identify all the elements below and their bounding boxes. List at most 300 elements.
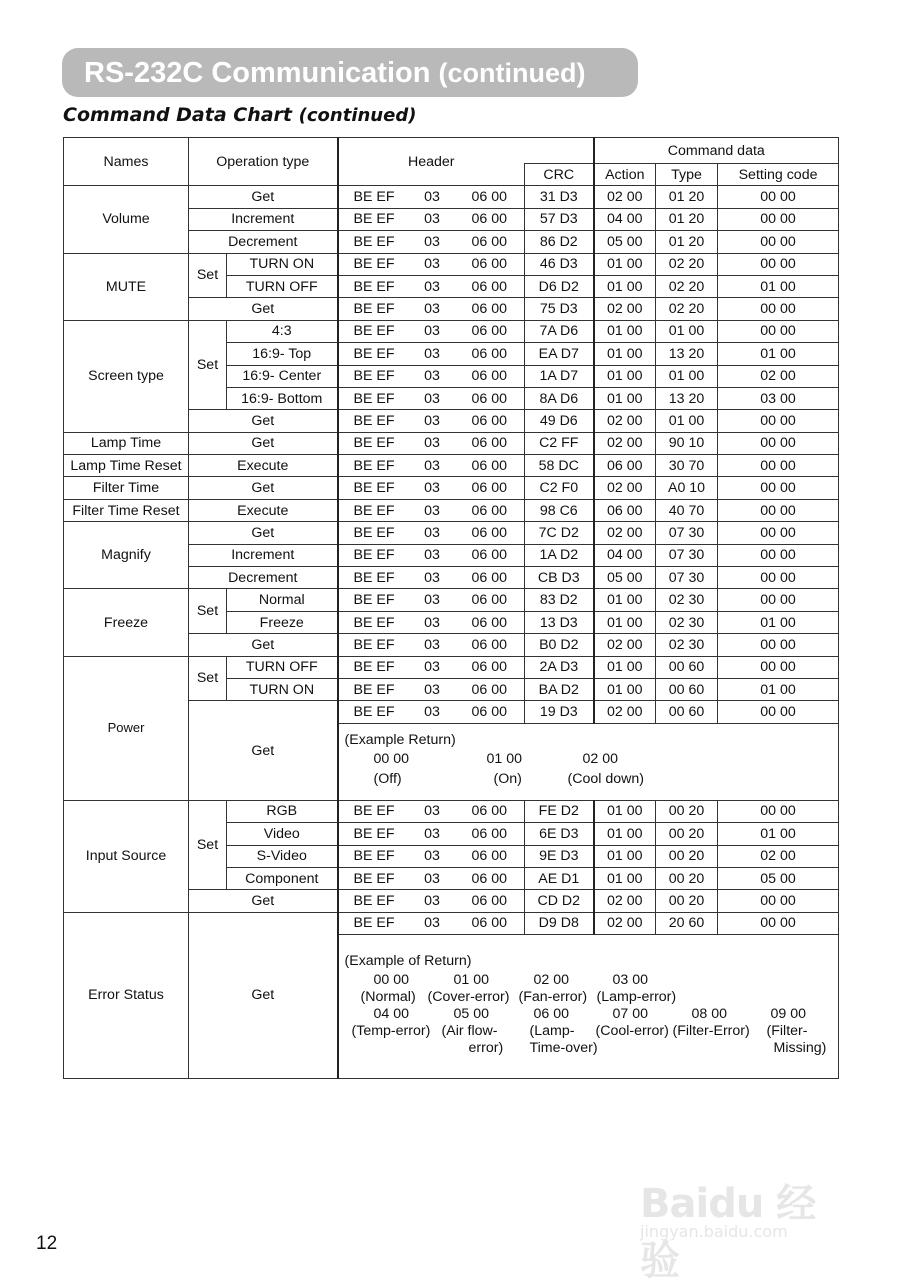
set-label: Set: [189, 253, 227, 298]
operation-cell: Decrement: [189, 231, 338, 253]
operation-cell: Execute: [189, 499, 338, 521]
operation-cell: Get: [189, 477, 338, 499]
action-cell: 01 00: [594, 253, 656, 275]
operation-cell: Get: [189, 186, 338, 208]
table-row: [64, 432, 839, 454]
action-cell: 02 00: [594, 634, 656, 656]
header-crc-top: [525, 138, 594, 164]
type-cell: 02 20: [656, 253, 718, 275]
action-cell: 02 00: [594, 890, 656, 912]
operation-cell: RGB: [227, 800, 338, 822]
type-cell: 00 60: [656, 656, 718, 678]
set-label: Set: [189, 589, 227, 634]
example-meaning: (Cool-error): [595, 1023, 669, 1040]
operation-cell: TURN ON: [227, 678, 338, 700]
command-name: Error Status: [64, 912, 189, 1078]
header-byte-1: BE EF: [338, 275, 410, 297]
header-byte-2: 03: [410, 567, 455, 589]
setting-code-cell: 00 00: [718, 589, 839, 611]
example-meaning: (Fan-error): [518, 989, 588, 1006]
table-row: [64, 455, 839, 477]
action-cell: 01 00: [594, 275, 656, 297]
action-cell: 04 00: [594, 208, 656, 230]
crc-cell: 46 D3: [525, 253, 594, 275]
example-meaning: (Filter-Error): [672, 1023, 750, 1040]
header-byte-3: 06 00: [455, 231, 525, 253]
type-cell: 02 30: [656, 611, 718, 633]
header-byte-3: 06 00: [455, 387, 525, 409]
setting-code-cell: 01 00: [718, 678, 839, 700]
crc-cell: CD D2: [525, 890, 594, 912]
operation-cell: TURN OFF: [227, 656, 338, 678]
setting-code-cell: 00 00: [718, 455, 839, 477]
header-type: Type: [656, 164, 718, 186]
setting-code-cell: 00 00: [718, 701, 839, 723]
header-byte-3: 06 00: [455, 432, 525, 454]
table-row: [64, 320, 839, 342]
type-cell: 40 70: [656, 499, 718, 521]
crc-cell: D6 D2: [525, 275, 594, 297]
operation-cell: 4:3: [227, 320, 338, 342]
header-byte-1: BE EF: [338, 567, 410, 589]
header-byte-3: 06 00: [455, 522, 525, 544]
setting-code-cell: 00 00: [718, 567, 839, 589]
example-meaning: (Off): [373, 770, 402, 787]
operation-cell: Increment: [189, 544, 338, 566]
header-byte-2: 03: [410, 455, 455, 477]
header-byte-2: 03: [410, 320, 455, 342]
setting-code-cell: 00 00: [718, 320, 839, 342]
header-byte-2: 03: [410, 611, 455, 633]
example-value: 03 00: [612, 972, 649, 989]
table-header-row: [64, 138, 839, 164]
type-cell: 07 30: [656, 522, 718, 544]
table-row: [64, 912, 839, 934]
type-cell: 01 20: [656, 186, 718, 208]
crc-cell: B0 D2: [525, 634, 594, 656]
type-cell: A0 10: [656, 477, 718, 499]
example-meaning: (Lamp-error): [596, 989, 677, 1006]
operation-cell: Normal: [227, 589, 338, 611]
setting-code-cell: 00 00: [718, 231, 839, 253]
type-cell: 07 30: [656, 567, 718, 589]
header-byte-3: 06 00: [455, 701, 525, 723]
crc-cell: 49 D6: [525, 410, 594, 432]
command-name: Lamp Time Reset: [64, 455, 189, 477]
crc-cell: BA D2: [525, 678, 594, 700]
header-byte-2: 03: [410, 912, 455, 934]
type-cell: 07 30: [656, 544, 718, 566]
header-byte-2: 03: [410, 845, 455, 867]
table-row: [64, 186, 839, 208]
header-byte-1: BE EF: [338, 365, 410, 387]
header-byte-3: 06 00: [455, 186, 525, 208]
command-name: Freeze: [64, 589, 189, 656]
example-meaning: (Air flow-: [441, 1023, 498, 1040]
setting-code-cell: 00 00: [718, 522, 839, 544]
action-cell: 01 00: [594, 800, 656, 822]
operation-cell: Get: [189, 522, 338, 544]
operation-cell: Freeze: [227, 611, 338, 633]
crc-cell: AE D1: [525, 867, 594, 889]
command-name: Volume: [64, 186, 189, 253]
example-label: (Example of Return): [344, 953, 472, 970]
example-label: (Example Return): [344, 731, 456, 748]
type-cell: 01 00: [656, 320, 718, 342]
crc-cell: 13 D3: [525, 611, 594, 633]
action-cell: 02 00: [594, 410, 656, 432]
header-byte-1: BE EF: [338, 634, 410, 656]
header-byte-3: 06 00: [455, 544, 525, 566]
example-value: 02 00: [582, 750, 619, 767]
set-label: Set: [189, 800, 227, 890]
setting-code-cell: 01 00: [718, 275, 839, 297]
setting-code-cell: 01 00: [718, 823, 839, 845]
header-byte-1: BE EF: [338, 253, 410, 275]
type-cell: 01 00: [656, 365, 718, 387]
example-value: 01 00: [453, 972, 490, 989]
action-cell: 01 00: [594, 611, 656, 633]
action-cell: 02 00: [594, 912, 656, 934]
header-byte-1: BE EF: [338, 912, 410, 934]
example-meaning: (Cover-error): [427, 989, 510, 1006]
header-byte-2: 03: [410, 387, 455, 409]
header-byte-2: 03: [410, 186, 455, 208]
header-byte-3: 06 00: [455, 298, 525, 320]
operation-cell: Video: [227, 823, 338, 845]
header-byte-1: BE EF: [338, 432, 410, 454]
type-cell: 01 20: [656, 231, 718, 253]
header-byte-3: 06 00: [455, 499, 525, 521]
crc-cell: 1A D7: [525, 365, 594, 387]
header-byte-2: 03: [410, 253, 455, 275]
action-cell: 01 00: [594, 656, 656, 678]
command-name: Filter Time: [64, 477, 189, 499]
crc-cell: EA D7: [525, 343, 594, 365]
command-name: MUTE: [64, 253, 189, 320]
header-byte-2: 03: [410, 800, 455, 822]
header-byte-3: 06 00: [455, 800, 525, 822]
header-byte-1: BE EF: [338, 410, 410, 432]
type-cell: 01 20: [656, 208, 718, 230]
action-cell: 01 00: [594, 320, 656, 342]
command-name: Screen type: [64, 320, 189, 432]
header-byte-2: 03: [410, 867, 455, 889]
setting-code-cell: 00 00: [718, 208, 839, 230]
setting-code-cell: 01 00: [718, 343, 839, 365]
crc-cell: C2 F0: [525, 477, 594, 499]
action-cell: 01 00: [594, 845, 656, 867]
chart-subtitle-main: Command Data Chart: [63, 104, 293, 126]
header-byte-1: BE EF: [338, 477, 410, 499]
header-byte-1: BE EF: [338, 611, 410, 633]
error-example-return: [338, 935, 839, 1079]
header-byte-3: 06 00: [455, 867, 525, 889]
crc-cell: 9E D3: [525, 845, 594, 867]
example-meaning: error): [468, 1040, 504, 1057]
section-title-banner: [62, 48, 638, 97]
table-row: [64, 800, 839, 822]
crc-cell: 19 D3: [525, 701, 594, 723]
header-byte-3: 06 00: [455, 343, 525, 365]
header-byte-1: BE EF: [338, 845, 410, 867]
operation-cell: Execute: [189, 455, 338, 477]
header-byte-3: 06 00: [455, 253, 525, 275]
operation-cell: S-Video: [227, 845, 338, 867]
header-byte-1: BE EF: [338, 656, 410, 678]
action-cell: 02 00: [594, 477, 656, 499]
example-meaning: (Normal): [360, 989, 416, 1006]
header-byte-3: 06 00: [455, 567, 525, 589]
header-byte-1: BE EF: [338, 701, 410, 723]
type-cell: 00 60: [656, 701, 718, 723]
header-byte-3: 06 00: [455, 678, 525, 700]
header-byte-1: BE EF: [338, 343, 410, 365]
header-header: Header: [338, 138, 525, 186]
setting-code-cell: 00 00: [718, 410, 839, 432]
action-cell: 06 00: [594, 499, 656, 521]
header-crc: CRC: [525, 164, 594, 186]
example-value: 02 00: [533, 972, 570, 989]
example-value: 04 00: [373, 1006, 410, 1023]
page-number: 12: [36, 1233, 58, 1254]
operation-cell: TURN OFF: [227, 275, 338, 297]
setting-code-cell: 03 00: [718, 387, 839, 409]
crc-cell: D9 D8: [525, 912, 594, 934]
operation-cell: Get: [189, 298, 338, 320]
action-cell: 06 00: [594, 455, 656, 477]
action-cell: 01 00: [594, 867, 656, 889]
type-cell: 00 20: [656, 800, 718, 822]
header-byte-3: 06 00: [455, 845, 525, 867]
header-byte-3: 06 00: [455, 320, 525, 342]
table-row: [64, 499, 839, 521]
header-names: Names: [64, 138, 189, 186]
example-meaning: (On): [493, 770, 522, 787]
header-byte-1: BE EF: [338, 544, 410, 566]
operation-cell: Decrement: [189, 567, 338, 589]
set-label: Set: [189, 320, 227, 410]
header-byte-2: 03: [410, 890, 455, 912]
header-byte-1: BE EF: [338, 678, 410, 700]
operation-cell: Get: [189, 432, 338, 454]
crc-cell: 7C D2: [525, 522, 594, 544]
example-meaning: (Lamp-: [529, 1023, 575, 1040]
command-name: Filter Time Reset: [64, 499, 189, 521]
setting-code-cell: 00 00: [718, 912, 839, 934]
header-byte-3: 06 00: [455, 912, 525, 934]
crc-cell: 57 D3: [525, 208, 594, 230]
header-byte-2: 03: [410, 522, 455, 544]
action-cell: 01 00: [594, 823, 656, 845]
crc-cell: 98 C6: [525, 499, 594, 521]
action-cell: 01 00: [594, 365, 656, 387]
type-cell: 20 60: [656, 912, 718, 934]
header-byte-3: 06 00: [455, 823, 525, 845]
header-byte-3: 06 00: [455, 656, 525, 678]
header-byte-1: BE EF: [338, 208, 410, 230]
header-byte-3: 06 00: [455, 890, 525, 912]
setting-code-cell: 05 00: [718, 867, 839, 889]
header-byte-1: BE EF: [338, 823, 410, 845]
header-byte-1: BE EF: [338, 522, 410, 544]
header-byte-1: BE EF: [338, 298, 410, 320]
power-example-return: [338, 723, 839, 800]
header-byte-1: BE EF: [338, 455, 410, 477]
crc-cell: 6E D3: [525, 823, 594, 845]
crc-cell: 83 D2: [525, 589, 594, 611]
setting-code-cell: 02 00: [718, 365, 839, 387]
setting-code-cell: 00 00: [718, 253, 839, 275]
operation-cell: 16:9- Center: [227, 365, 338, 387]
type-cell: 13 20: [656, 387, 718, 409]
example-value: 06 00: [533, 1006, 570, 1023]
command-name: Magnify: [64, 522, 189, 589]
example-value: 09 00: [770, 1006, 807, 1023]
header-operation-type: Operation type: [189, 138, 338, 186]
operation-cell: TURN ON: [227, 253, 338, 275]
setting-code-cell: 00 00: [718, 656, 839, 678]
setting-code-cell: 00 00: [718, 800, 839, 822]
setting-code-cell: 00 00: [718, 298, 839, 320]
header-byte-3: 06 00: [455, 589, 525, 611]
chart-subtitle-suffix: (continued): [298, 105, 417, 126]
action-cell: 04 00: [594, 544, 656, 566]
crc-cell: 7A D6: [525, 320, 594, 342]
type-cell: 00 20: [656, 823, 718, 845]
header-byte-2: 03: [410, 544, 455, 566]
header-byte-3: 06 00: [455, 365, 525, 387]
header-byte-3: 06 00: [455, 455, 525, 477]
header-setting-code: Setting code: [718, 164, 839, 186]
crc-cell: 1A D2: [525, 544, 594, 566]
type-cell: 00 20: [656, 867, 718, 889]
type-cell: 02 20: [656, 275, 718, 297]
header-byte-2: 03: [410, 275, 455, 297]
header-byte-2: 03: [410, 208, 455, 230]
header-byte-1: BE EF: [338, 499, 410, 521]
header-byte-3: 06 00: [455, 410, 525, 432]
type-cell: 00 20: [656, 890, 718, 912]
header-byte-2: 03: [410, 634, 455, 656]
section-title: [84, 57, 586, 90]
crc-cell: FE D2: [525, 800, 594, 822]
type-cell: 90 10: [656, 432, 718, 454]
setting-code-cell: 00 00: [718, 634, 839, 656]
header-command-data: Command data: [594, 138, 839, 164]
operation-cell: 16:9- Top: [227, 343, 338, 365]
header-byte-2: 03: [410, 477, 455, 499]
setting-code-cell: 00 00: [718, 186, 839, 208]
header-byte-1: BE EF: [338, 320, 410, 342]
operation-cell: Component: [227, 867, 338, 889]
table-row: [64, 253, 839, 275]
example-meaning: (Cool down): [567, 770, 645, 787]
table-row: [64, 477, 839, 499]
example-value: 05 00: [453, 1006, 490, 1023]
action-cell: 02 00: [594, 298, 656, 320]
header-byte-1: BE EF: [338, 890, 410, 912]
header-byte-2: 03: [410, 298, 455, 320]
action-cell: 01 00: [594, 343, 656, 365]
crc-cell: CB D3: [525, 567, 594, 589]
header-byte-2: 03: [410, 678, 455, 700]
command-name: Input Source: [64, 800, 189, 912]
header-byte-3: 06 00: [455, 634, 525, 656]
action-cell: 02 00: [594, 522, 656, 544]
action-cell: 01 00: [594, 589, 656, 611]
type-cell: 00 20: [656, 845, 718, 867]
header-byte-1: BE EF: [338, 186, 410, 208]
example-meaning: Missing): [773, 1040, 827, 1057]
type-cell: 02 30: [656, 589, 718, 611]
header-byte-2: 03: [410, 589, 455, 611]
header-byte-1: BE EF: [338, 387, 410, 409]
operation-cell: Get: [189, 410, 338, 432]
header-byte-2: 03: [410, 410, 455, 432]
example-meaning: Time-over): [529, 1040, 598, 1057]
example-value: 08 00: [691, 1006, 728, 1023]
setting-code-cell: 00 00: [718, 499, 839, 521]
crc-cell: 58 DC: [525, 455, 594, 477]
example-meaning: (Temp-error): [351, 1023, 431, 1040]
header-byte-3: 06 00: [455, 477, 525, 499]
crc-cell: 8A D6: [525, 387, 594, 409]
crc-cell: C2 FF: [525, 432, 594, 454]
operation-cell: Get: [189, 890, 338, 912]
type-cell: 00 60: [656, 678, 718, 700]
operation-cell: Get: [189, 634, 338, 656]
crc-cell: 2A D3: [525, 656, 594, 678]
type-cell: 02 30: [656, 634, 718, 656]
type-cell: 13 20: [656, 343, 718, 365]
table-row: [64, 589, 839, 611]
section-title-main: RS-232C Communication: [84, 57, 431, 89]
watermark-url: jingyan.baidu.com: [640, 1222, 788, 1241]
header-byte-1: BE EF: [338, 589, 410, 611]
setting-code-cell: 01 00: [718, 611, 839, 633]
header-byte-3: 06 00: [455, 208, 525, 230]
setting-code-cell: 00 00: [718, 544, 839, 566]
header-byte-1: BE EF: [338, 867, 410, 889]
example-value: 07 00: [612, 1006, 649, 1023]
header-byte-2: 03: [410, 432, 455, 454]
action-cell: 01 00: [594, 678, 656, 700]
header-byte-3: 06 00: [455, 275, 525, 297]
watermark-brand: Baidu 经验: [640, 1181, 816, 1284]
action-cell: 02 00: [594, 186, 656, 208]
operation-cell: Increment: [189, 208, 338, 230]
header-byte-2: 03: [410, 701, 455, 723]
setting-code-cell: 00 00: [718, 432, 839, 454]
type-cell: 02 20: [656, 298, 718, 320]
header-byte-2: 03: [410, 343, 455, 365]
action-cell: 05 00: [594, 231, 656, 253]
crc-cell: 86 D2: [525, 231, 594, 253]
setting-code-cell: 00 00: [718, 890, 839, 912]
crc-cell: 31 D3: [525, 186, 594, 208]
action-cell: 02 00: [594, 701, 656, 723]
operation-cell: 16:9- Bottom: [227, 387, 338, 409]
command-name: Lamp Time: [64, 432, 189, 454]
table-row: [64, 656, 839, 678]
chart-subtitle: [63, 104, 416, 126]
header-byte-3: 06 00: [455, 611, 525, 633]
type-cell: 30 70: [656, 455, 718, 477]
command-data-table: [63, 137, 839, 1079]
example-value: 01 00: [486, 750, 523, 767]
crc-cell: 75 D3: [525, 298, 594, 320]
